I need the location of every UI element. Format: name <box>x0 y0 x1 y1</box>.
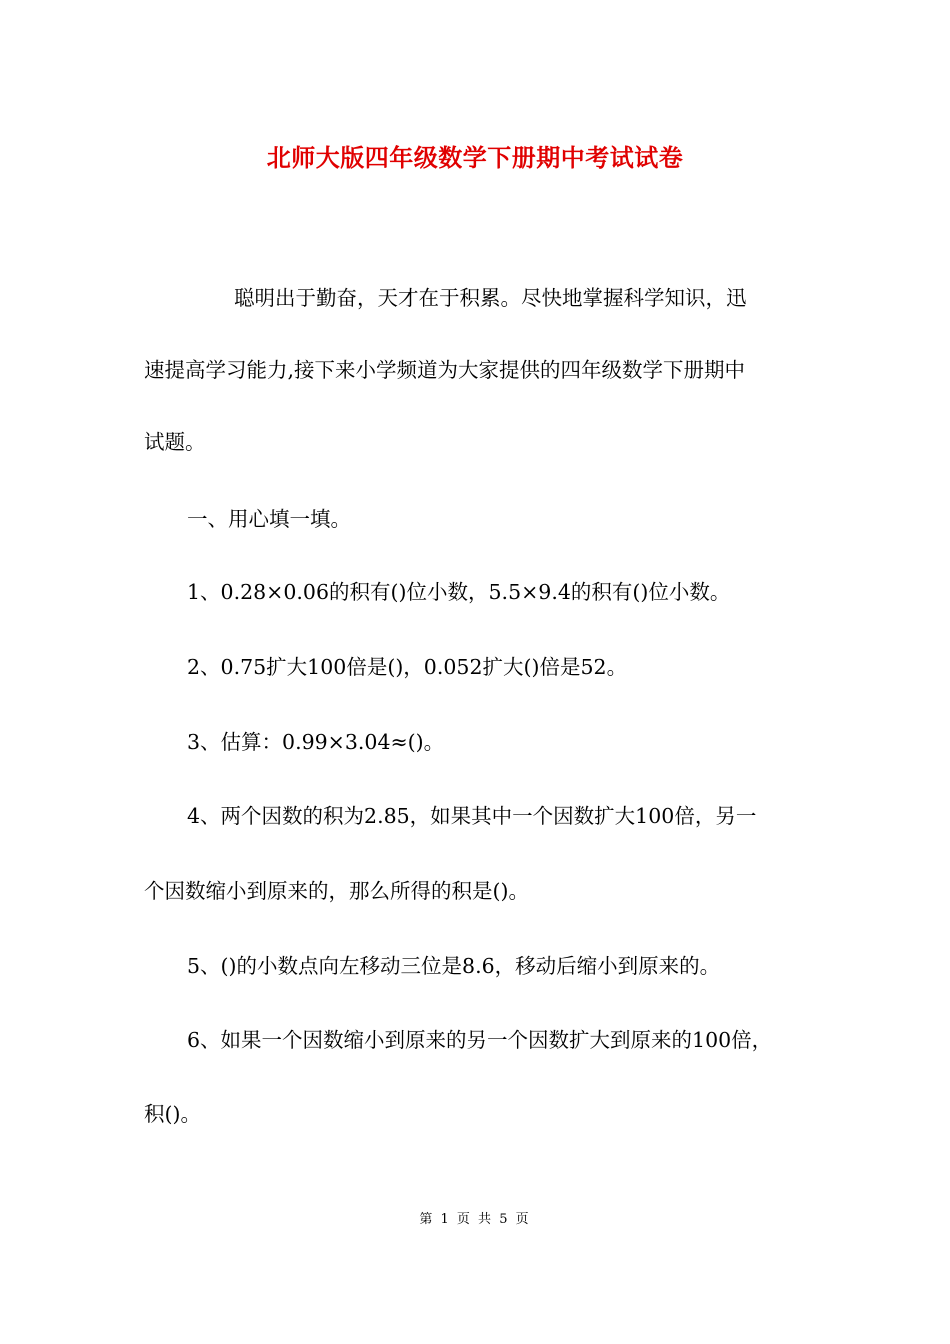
question-3: 3、估算：0.99×3.04≈()。 <box>187 730 445 754</box>
question-5: 5、()的小数点向左移动三位是8.6，移动后缩小到原来的。 <box>187 954 721 978</box>
intro-line-3: 试题。 <box>144 430 206 454</box>
question-4-line-1: 4、两个因数的积为2.85，如果其中一个因数扩大100倍，另一 <box>187 804 757 828</box>
intro-line-1: 聪明出于勤奋，天才在于积累。尽快地掌握科学知识，迅 <box>234 286 747 310</box>
question-2: 2、0.75扩大100倍是()，0.052扩大()倍是52。 <box>187 655 628 679</box>
intro-line-2: 速提高学习能力,接下来小学频道为大家提供的四年级数学下册期中 <box>144 358 746 382</box>
question-1: 1、0.28×0.06的积有()位小数，5.5×9.4的积有()位小数。 <box>187 580 731 604</box>
question-6-line-2: 积()。 <box>144 1102 201 1126</box>
question-6-line-1: 6、如果一个因数缩小到原来的另一个因数扩大到原来的100倍， <box>187 1028 773 1052</box>
question-4-line-2: 个因数缩小到原来的，那么所得的积是()。 <box>144 879 529 903</box>
document-title: 北师大版四年级数学下册期中考试试卷 <box>266 143 684 172</box>
section-heading: 一、用心填一填。 <box>187 507 351 531</box>
page-footer: 第 1 页 共 5 页 <box>419 1212 531 1227</box>
